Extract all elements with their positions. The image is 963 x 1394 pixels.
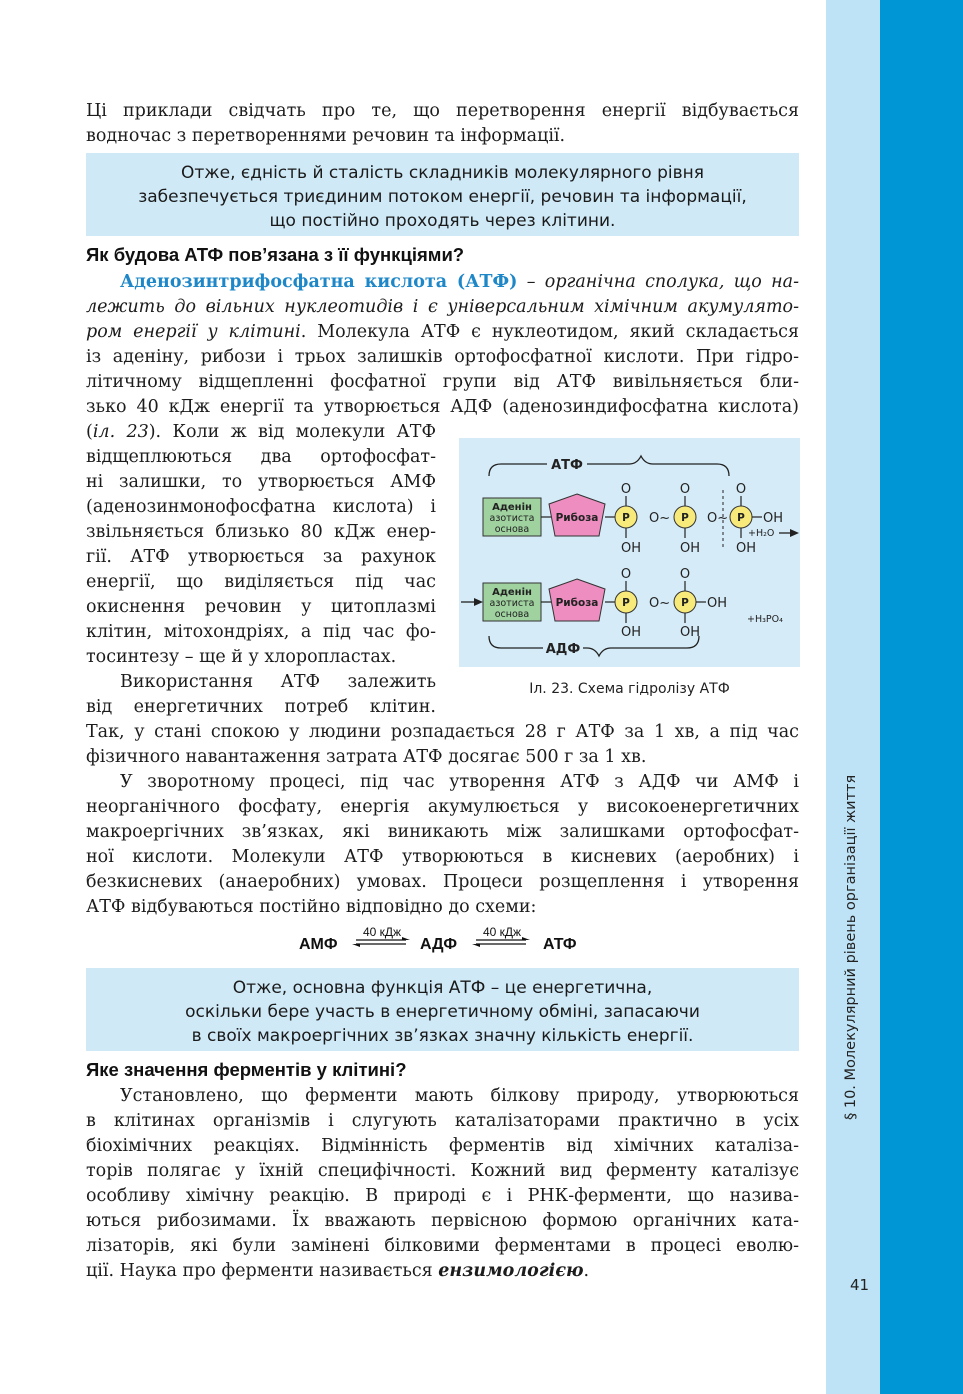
sidebar-dark-strip [880,0,963,1394]
text: . Молекула АТФ є нуклеотидом, який складається [300,322,799,342]
svg-text:O: O [620,567,632,582]
text-line: гії. АТФ утворюється за рахунок [86,547,436,567]
text-line: Так, у стані спокою у людини розпадається 28 г АТФ за 1 хв, а під час [86,722,799,742]
text-line: від енергетичних потреб клітин. [86,697,436,717]
svg-text:OH: OH [679,625,701,640]
page-number: 41 [850,1276,870,1294]
box-line: в своїх макроергічних зв’язках значну кількість енергії. [191,1026,694,1046]
phosphate-group [674,482,700,556]
adf-scheme-label: АДФ [420,936,457,953]
base-label: основа [494,524,530,535]
text-line: неорганічного фосфату, енергія акумулюється у високоенергетичних [86,797,799,817]
atp-label: АТФ [551,458,583,473]
enzymology-term: ензимологією [438,1261,584,1281]
text-line [86,295,799,320]
heading-enzymes: Яке значення ферментів у клітині? [86,1059,407,1080]
box-line: забезпечується триєдиним потоком енергії, речовин та інформації, [138,187,747,207]
text-line: безкисневих (анаеробних) умовах. Процеси розщеплення і утворення [86,872,799,892]
summary-box-2 [86,968,799,1051]
svg-text:P: P [737,512,745,524]
adf-label: АДФ [545,642,581,657]
text-line: енергії, що виділяється під час [86,572,436,592]
svg-text:P: P [681,597,689,609]
text-line: відщеплюються два ортофосфат- [86,447,436,467]
intro-paragraph [86,99,799,149]
figure-reference: іл. 23 [92,422,149,442]
ribose-label: Рибоза [555,512,599,524]
text-line: (іл. 23). Коли ж від молекули АТФ [86,422,436,442]
definition-text: – органічна сполука, що на- [517,272,799,292]
text-line: ції. Наука про ферменти називається ензимологією. [86,1261,590,1281]
text-line: літичному відщепленні фосфатної групи від АТФ вивільняється бли- [86,372,799,392]
text-line: тосинтезу – ще й у хлоропластах. [86,647,397,667]
definition-text: ром енергії у клітині [86,322,301,342]
atp-paragraph [86,270,799,420]
svg-text:OH: OH [763,511,784,526]
figure-svg [459,438,800,667]
text-line: біохімічних реакціях. Відмінність ферментів від хімічних каталіза- [86,1136,799,1156]
box-line: Отже, єдність й сталість складників молекулярного рівня [181,163,704,183]
definition-text: лежить до вільних нуклеотидів і є універсальним хімічним акумулято- [86,297,799,317]
svg-text:P: P [622,597,630,609]
tilde-bond: O~ [649,596,671,611]
atp-hydrolysis-figure [459,438,800,667]
atp-term: Аденозинтрифосфатна кислота (АТФ) [120,272,518,292]
text-line: клітин, мітохондріях, а під час фо- [86,622,436,642]
narrow-column [86,420,436,720]
box-line: що постійно проходять через клітини. [269,211,616,231]
box-line: Отже, основна функція АТФ – це енергетична, [232,978,653,998]
water-label: +H₂O [748,528,775,539]
summary-box-1 [86,153,799,236]
text-line: зько 40 кДж енергії та утворюється АДФ (аденозиндифосфатна кислота) [86,397,799,417]
energy-label: 40 кДж [362,925,402,939]
enzymes-paragraph [86,1084,799,1284]
reverse-process-paragraph [86,770,799,920]
text-line: звільняється близько 80 кДж енер- [86,522,436,542]
text-line: макроергічних зв’язках, які виникають між залишками ортофосфат- [86,822,799,842]
text-line: окиснення речовин у цитоплазмі [86,597,436,617]
svg-text:O: O [679,482,691,497]
svg-text:O: O [679,567,691,582]
svg-text:основа: основа [494,609,530,620]
text-line: лізаторів, які були замінені білковими ферментами в процесі еволю- [86,1236,799,1256]
text-line: ної кислоти. Молекули АТФ утворюються в кисневих (аеробних) і [86,847,799,867]
text-line: фізичного навантаження затрата АТФ досягає 500 г за 1 хв. [86,747,647,767]
text-line: У зворотному процесі, під час утворення АТФ з АДФ чи АМФ і [120,772,799,792]
base-label: азотиста [489,513,535,524]
svg-text:P: P [681,512,689,524]
heading-atp: Як будова АТФ пов’язана з її функціями? [86,244,465,265]
svg-text:OH: OH [735,541,757,556]
amf-label: АМФ [299,936,338,953]
text-line: торів полягає у їхній специфічності. Кожний вид ферменту каталізує [86,1161,799,1181]
text-line: (аденозинмонофосфатна кислота) і [86,497,436,517]
phosphate-group [615,567,641,640]
section-title: § 10. Молекулярний рівень організації життя [843,774,859,1120]
atp-brace [489,456,729,476]
svg-text:O: O [735,482,747,497]
atp-scheme [86,924,799,956]
atf-scheme-label: АТФ [543,936,577,953]
text-line [86,320,799,345]
text-line: Ці приклади свідчать про те, що перетворення енергії відбувається [86,101,799,121]
figure-caption: Іл. 23. Схема гідролізу АТФ [529,681,730,697]
phosphate-group [730,482,783,556]
phosphate-acid-label: +H₃PO₄ [747,614,783,625]
svg-text:OH: OH [620,625,642,640]
text-line: ні залишки, то утворюється АМФ [86,472,436,492]
text-line: особливу хімічну реакцію. В природі є і РНК-ферменти, що назива- [86,1186,799,1206]
tilde-bond: O~ [649,511,671,526]
text-line: водночас з перетвореннями речовин та інформації. [86,126,566,146]
box-line: оскільки бере участь в енергетичному обміні, запасаючи [185,1002,700,1022]
text-line: Використання АТФ залежить [120,672,436,692]
svg-text:азотиста: азотиста [489,598,535,609]
text-line: АТФ відбуваються постійно відповідно до схеми: [86,897,537,917]
energy-label: 40 кДж [482,925,522,939]
phosphate-group [615,482,641,556]
text-line: Установлено, що ферменти мають білкову природу, утворюються [120,1086,799,1106]
svg-text:OH: OH [707,596,728,611]
consumption-paragraph [86,720,799,770]
adenine-label: Аденін [492,587,532,598]
svg-text:O: O [620,482,632,497]
text-line: в клітинах організмів і слугують каталізаторами практично в усіх [86,1111,799,1131]
text-line: із аденіну, рибози і трьох залишків ортофосфатної кислоти. При гідро- [86,347,799,367]
svg-text:OH: OH [620,541,642,556]
phosphate-group [674,567,727,640]
text-line: ються рибозимами. Їх вважають первісною формою органічних ката- [86,1211,799,1231]
text-line [86,270,799,295]
svg-text:OH: OH [679,541,701,556]
svg-text:P: P [622,512,630,524]
sidebar-light-strip [826,0,880,1394]
tilde-bond: O~ [707,511,729,526]
adenine-label: Аденін [492,502,532,513]
adf-brace [489,636,699,656]
ribose-label: Рибоза [555,597,599,609]
